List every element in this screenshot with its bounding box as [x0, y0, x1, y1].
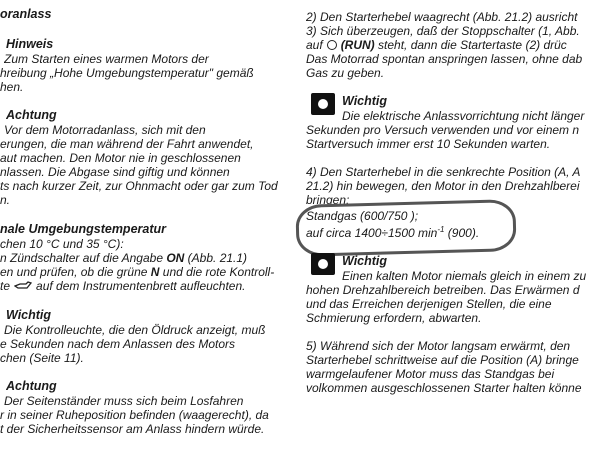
wichtig2-line: Startversuch immer erst 10 Sekunden warten. — [306, 137, 551, 151]
achtung-line: ts nach kurzer Zeit, zur Ohnmacht oder gar zum Tod — [0, 179, 278, 193]
step-4-line: 4) Den Starterhebel in die senkrechte Position (A, A — [306, 165, 581, 179]
wichtig2-heading: Wichtig — [342, 94, 388, 108]
normal-temp-line: en und prüfen, ob die grüne N und die rote Kontroll- — [0, 265, 275, 279]
step-4-line: bringen: — [306, 193, 350, 207]
achtung2-heading: Achtung — [6, 379, 57, 393]
n-label: N — [150, 265, 160, 279]
wichtig3-line: Einen kalten Motor niemals gleich in einem zu — [342, 269, 587, 283]
step-4-line: 21.2) hin bewegen, den Motor in den Drehzahlberei — [306, 179, 580, 193]
normal-temp-heading: nale Umgebungstemperatur — [0, 222, 167, 236]
step-5-line: Starterhebel schrittweise auf die Position (A) bringe — [306, 353, 579, 367]
on-label: ON — [166, 251, 185, 265]
step-3-line: 3) Sich überzeugen, daß der Stoppschalter (1, Abb. — [306, 24, 580, 38]
step-5-line: 5) Während sich der Motor langsam erwärmt, den — [306, 339, 571, 353]
wichtig-line: chen (Seite 11). — [0, 351, 84, 365]
achtung-line: Vor dem Motorradanlass, sich mit den — [4, 123, 206, 137]
idle-speed-line: Standgas (600/750 ); — [306, 209, 419, 223]
run-symbol-icon — [327, 40, 337, 50]
hinweis-line: hen. — [0, 80, 24, 94]
highlight-oval — [295, 199, 516, 257]
step-5-line: volkommen ausgeschlossenen Starter halten könne — [306, 381, 582, 395]
wichtig-line: Die Kontrolleuchte, die den Öldruck anzeigt, muß — [4, 323, 266, 337]
achtung-line: n. — [0, 193, 11, 207]
section-title: oranlass — [0, 7, 52, 21]
hinweis-heading: Hinweis — [6, 37, 54, 51]
wichtig3-line: und das Erreichen derjenigen Stellen, die eine — [306, 297, 552, 311]
run-label: (RUN) — [340, 38, 375, 52]
step-5-line: warmgelaufener Motor muss das Standgas bei — [306, 367, 555, 381]
wichtig3-heading: Wichtig — [342, 254, 388, 268]
achtung-line: erungen, die man während der Fahrt anwendet, — [0, 137, 254, 151]
achtung2-line: t der Sicherheitssensor am Anlass hindern würde. — [0, 422, 265, 436]
normal-temp-line: n Zündschalter auf die Angabe ON (Abb. 21.1) — [0, 251, 248, 265]
achtung-line: nlassen. Die Abgase sind giftig und können — [0, 165, 230, 179]
wichtig2-line: Die elektrische Anlassvorrichtung nicht länger — [342, 109, 585, 123]
achtung-line: aut machen. Den Motor nie in geschlossenen — [0, 151, 241, 165]
wichtig-icon — [311, 93, 335, 115]
wichtig3-line: hohen Drehzahlbereich betreiben. Das Erwärmen d — [306, 283, 580, 297]
wichtig3-line: Schmierung erfordern, abwarten. — [306, 311, 482, 325]
wichtig-icon — [311, 253, 335, 275]
wichtig2-line: Sekunden pro Versuch verwenden und vor einem n — [306, 123, 580, 137]
achtung2-line: r in seiner Ruheposition befinden (waagerecht), da — [0, 408, 269, 422]
achtung-heading: Achtung — [6, 108, 57, 122]
step-2-line: 2) Den Starterhebel waagrecht (Abb. 21.2) ausricht — [306, 10, 578, 24]
hinweis-line: Zum Starten eines warmen Motors der — [4, 52, 209, 66]
normal-temp-line: chen 10 °C und 35 °C): — [0, 237, 124, 251]
achtung2-line: Der Seitenständer muss sich beim Losfahren — [4, 394, 244, 408]
wichtig-line: e Sekunden nach dem Anlassen des Motors — [0, 337, 236, 351]
hinweis-line: hreibung „Hohe Umgebungstemperatur" gemäß — [0, 66, 254, 80]
normal-temp-line: te auf dem Instrumentenbrett aufleuchten. — [0, 279, 246, 293]
oil-can-icon — [14, 279, 32, 293]
idle-rpm-line: auf circa 1400÷1500 $\min^{-1} (900)$. — [306, 225, 480, 240]
step-3-line: Das Motorrad spontan anspringen lassen, ohne dab — [306, 52, 583, 66]
wichtig-heading: Wichtig — [6, 308, 52, 322]
step-3-line: Gas zu geben. — [306, 66, 385, 80]
step-3-line: auf (RUN) steht, dann die Startertaste (2) drüc — [306, 38, 567, 52]
